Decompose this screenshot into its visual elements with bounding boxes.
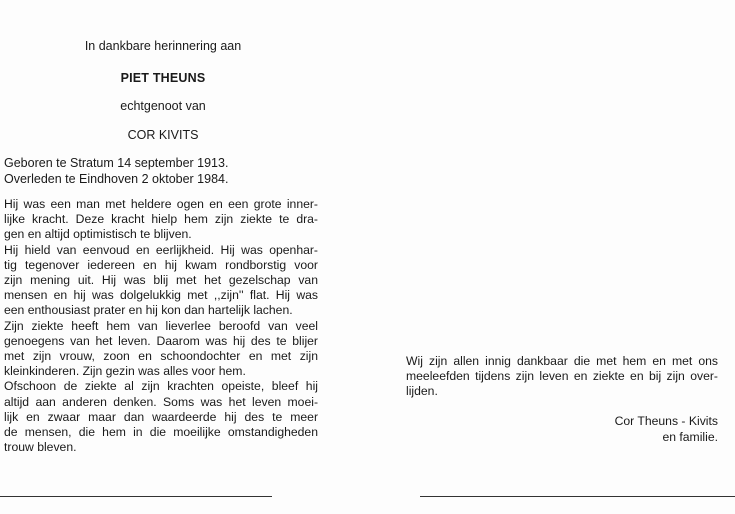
bio-line: mensen en hij was dolgelukkig met ,,zijn'' flat. Hij was — [4, 288, 318, 303]
bio-line: de mensen, die hem in die moeilijke omstandigheden — [4, 425, 318, 440]
thanks-paragraph — [406, 354, 718, 400]
bio-line: met zijn vrouw, zoon en schoondochter en met zijn — [4, 349, 318, 364]
biography — [4, 197, 318, 455]
thanks-line: meeleefden tijdens zijn leven en ziekte en bij zijn over- — [406, 369, 718, 384]
thanks-line: lijden. — [406, 384, 438, 399]
bio-line: kleinkinderen. Zijn gezin was alles voor hem. — [4, 364, 246, 379]
bio-line: altijd aan anderen denken. Soms was het leven moei- — [4, 394, 318, 409]
bio-line: trouw bleven. — [4, 440, 77, 455]
bio-line: tig tegenover iedereen en hij kwam rondborstig voor — [4, 257, 318, 272]
intro-text: In dankbare herinnering aan — [84, 39, 242, 53]
thanks-line: Wij zijn allen innig dankbaar die met hem en met ons — [406, 354, 718, 368]
death-line: Overleden te Eindhoven 2 oktober 1984. — [4, 171, 229, 186]
bio-line: zijn mening uit. Hij was blij met het gezelschap van — [4, 273, 318, 288]
bio-line: genoegens van het leven. Daarom was hij des te blijer — [4, 333, 318, 348]
signature-family: en familie. — [662, 429, 718, 444]
bottom-rule-left — [0, 496, 272, 497]
bio-line: Zijn ziekte heeft hem van lieverlee beroofd van veel — [4, 318, 318, 333]
signature — [615, 414, 718, 445]
deceased-name: PIET THEUNS — [120, 71, 206, 85]
bottom-rule-right — [420, 496, 735, 497]
bio-line: Ofschoon de ziekte al zijn krachten opeiste, bleef hij — [4, 379, 318, 394]
bio-line: Hij was een man met heldere ogen en een grote inner- — [4, 197, 318, 211]
spouse-label: echtgenoot van — [120, 99, 206, 113]
birth-line: Geboren te Stratum 14 september 1913. — [4, 156, 229, 170]
bio-line: Hij hield van eenvoud en eerlijkheid. Hij was openhar- — [4, 242, 318, 257]
bio-line: gen en altijd optimistisch te blijven. — [4, 227, 192, 242]
spouse-name: COR KIVITS — [127, 128, 199, 142]
bio-line: lijk en zwaar maar dan waardeerde hij des te meer — [4, 409, 318, 424]
bio-line: een enthousiast prater en hij kon dan hartelijk lachen. — [4, 303, 293, 318]
life-dates — [4, 156, 322, 187]
bio-line: lijke kracht. Deze kracht hielp hem zijn ziekte te dra- — [4, 212, 318, 227]
signature-name: Cor Theuns - Kivits — [614, 414, 718, 428]
